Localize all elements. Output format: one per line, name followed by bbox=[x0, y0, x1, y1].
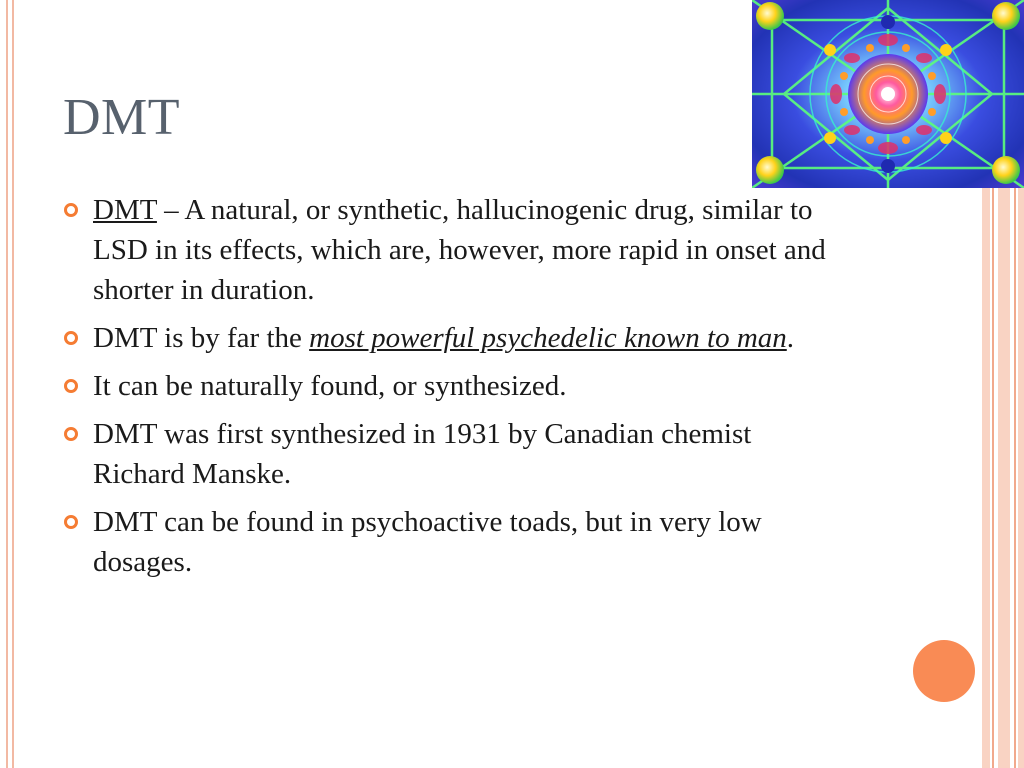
bullet-emphasis: most powerful psychedelic known to man bbox=[309, 322, 787, 354]
bullet-circle-icon bbox=[64, 515, 78, 529]
bullet-item bbox=[64, 502, 844, 582]
bullet-item bbox=[64, 318, 844, 358]
bullet-text: . bbox=[786, 322, 795, 354]
bullet-text: DMT was first synthesized in 1931 by Canadian chemist Richard Manske. bbox=[93, 418, 752, 490]
bullet-item bbox=[64, 414, 844, 494]
bullet-text: It can be naturally found, or synthesized. bbox=[93, 370, 567, 402]
left-edge-line bbox=[6, 0, 8, 768]
bullet-text: DMT is by far the bbox=[93, 322, 310, 354]
bullet-item bbox=[64, 190, 844, 310]
bullet-list bbox=[64, 190, 844, 590]
bullet-circle-icon bbox=[64, 379, 78, 393]
bullet-item bbox=[64, 366, 844, 406]
bullet-term: DMT bbox=[93, 194, 157, 226]
bullet-circle-icon bbox=[64, 331, 78, 345]
decorative-circle bbox=[913, 640, 975, 702]
left-edge-line bbox=[12, 0, 14, 768]
bullet-text: – A natural, or synthetic, hallucinogenic drug, similar to LSD in its effects, which are, however, more rapid in onset and shorter in duration. bbox=[93, 194, 826, 306]
psychedelic-mandala-image bbox=[752, 0, 1024, 188]
bullet-circle-icon bbox=[64, 203, 78, 217]
bullet-circle-icon bbox=[64, 427, 78, 441]
slide-title: DMT bbox=[63, 89, 181, 146]
mandala-art-svg bbox=[752, 0, 1024, 188]
bullet-text: DMT can be found in psychoactive toads, but in very low dosages. bbox=[93, 506, 762, 578]
